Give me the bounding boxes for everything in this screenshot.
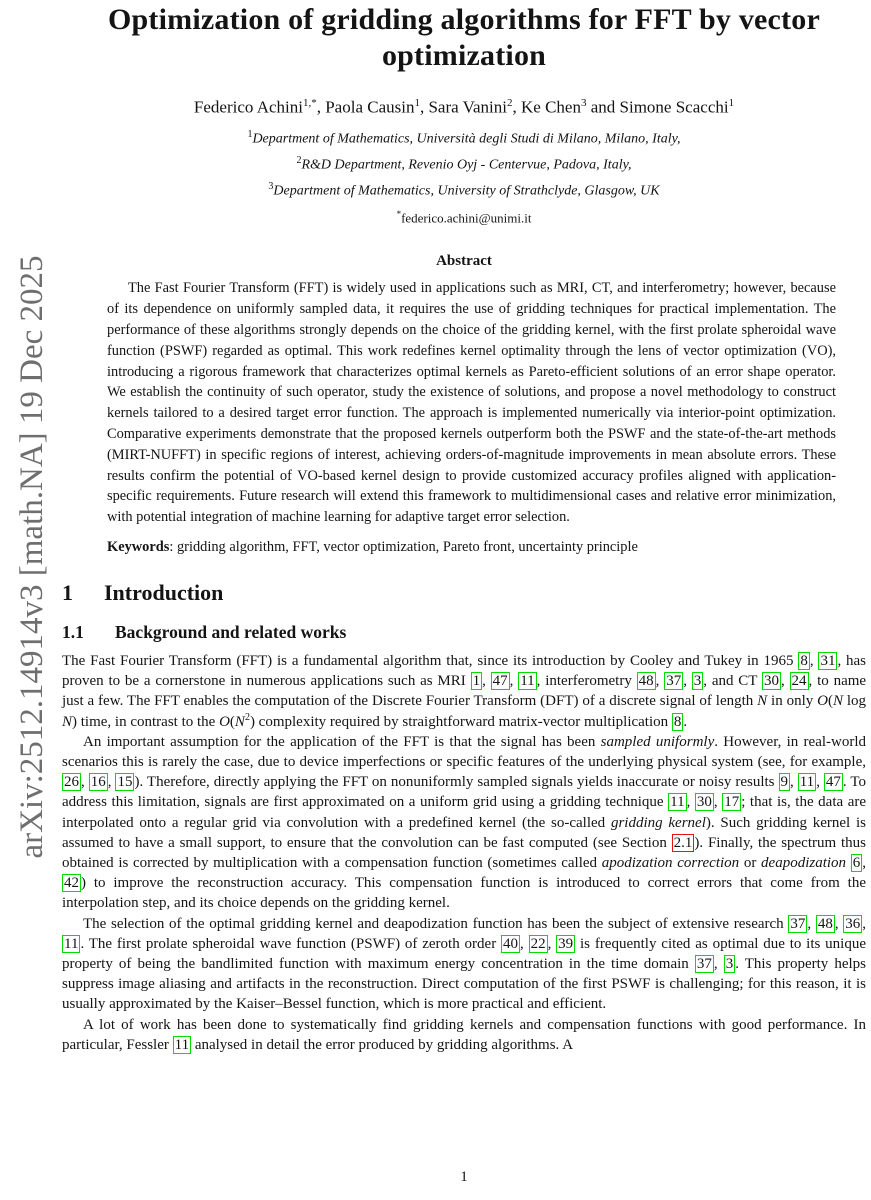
citation-link[interactable]: 11	[174, 1036, 190, 1053]
emphasis-text: deapodization	[761, 855, 847, 872]
citation-link[interactable]: 11	[799, 774, 815, 791]
citation-link[interactable]: 48	[638, 673, 654, 690]
citation-link[interactable]: 9	[780, 774, 788, 791]
citation-link[interactable]: 40	[503, 935, 519, 952]
paragraph: The Fast Fourier Transform (FFT) is a fundamental algorithm that, since its introduction by Cooley and Tukey in 1965 8 , 31 , has proven to be a cornerstone in numerous applications such as MRI 1 , 47 , 11 , interferometry 48 , 37 , 3 , and CT 30 , 24 , to name just a few. The FFT enables the computation of the Discrete Fourier Transform (DFT) of a discrete signal of length N in only O(N log N) time, in contrast to the $O(N^2)$ complexity required by straightforward matrix-vector multiplication 8 .	[62, 653, 867, 730]
citation-link[interactable]: 11	[64, 935, 79, 952]
citation-link[interactable]: 3	[693, 673, 702, 690]
author-affiliation-sup: 1,*	[302, 97, 317, 109]
emphasis-text: sampled uniformly	[600, 733, 715, 750]
citation-link[interactable]: 22	[530, 935, 546, 952]
citation-link[interactable]: 6	[852, 855, 861, 872]
citation-link[interactable]: 26	[64, 774, 79, 791]
affiliation-line: $^2$R&D Department, Revenio Oyj - Centervue, Padova, Italy,	[296, 154, 632, 173]
citation-link[interactable]: 1	[472, 673, 481, 690]
author-affiliation-sup: 3	[580, 97, 587, 109]
abstract-heading: Abstract	[436, 253, 492, 270]
section-heading-introduction	[62, 580, 866, 606]
author-name: Paola Causin	[325, 97, 415, 117]
author-name: Ke Chen	[521, 97, 581, 117]
author-affiliation-sup: 1	[414, 97, 420, 109]
keywords-list: : gridding algorithm, FFT, vector optimization, Pareto front, uncertainty principle	[169, 539, 638, 556]
citation-link[interactable]: 24	[791, 673, 807, 690]
citation-link[interactable]: 30	[696, 794, 712, 811]
citation-link[interactable]: 47	[825, 774, 841, 791]
paragraph: The selection of the optimal gridding kernel and deapodization function has been the subject of extensive research 37 , 48 , 36 , 11 . The first prolate spheroidal wave function (PSWF) of zeroth order 40 , 22 , 39 is frequently cited as optimal due to its unique property of being the bandlimited function with maximum energy concentration in the time domain 37 , 3 . This property helps suppress image aliasing and artifacts in the reconstruction. Direct computation of the first PSWF is challenging; for this reason, it is usually approximated by the Kaiser–Bessel function, which is more practical and efficient.	[62, 915, 867, 1013]
citation-link[interactable]: 36	[845, 915, 861, 932]
authors-line: Federico Achini$^{1,*}$, Paola Causin$^1$, Sara Vanini$^2$, Ke Chen$^3$ and Simone Scacchi$^1$	[193, 97, 735, 117]
section-title: Introduction	[104, 580, 224, 606]
citation-link[interactable]: 3	[725, 956, 734, 973]
math-symbol: N	[832, 693, 843, 710]
paper-title: Optimization of gridding algorithms for FFT by vector optimization	[108, 3, 820, 72]
contact-email: *federico.achini@unimi.it	[396, 209, 532, 226]
citation-link[interactable]: 15	[117, 774, 133, 791]
subsection-heading-background	[62, 622, 866, 643]
subsection-number: 1.1	[62, 622, 84, 643]
citation-link[interactable]: 37	[790, 915, 806, 932]
math-superscript: 2	[244, 711, 250, 723]
author-name: Simone Scacchi	[619, 97, 729, 117]
author-affiliation-sup: 1	[728, 97, 735, 109]
arxiv-watermark: arXiv:2512.14914v3 [math.NA] 19 Dec 2025	[14, 255, 50, 859]
affiliation-line: $^1$Department of Mathematics, Università degli Studi di Milano, Milano, Italy,	[247, 128, 681, 147]
body-text	[62, 651, 866, 1055]
citation-link[interactable]: 37	[696, 956, 712, 973]
math-symbol: O	[817, 693, 828, 710]
citation-link[interactable]: 30	[763, 673, 779, 690]
author-name: Sara Vanini	[428, 97, 508, 117]
citation-link[interactable]: 11	[670, 794, 685, 811]
citation-link[interactable]: 48	[817, 915, 833, 932]
affiliations-block	[62, 124, 866, 202]
citation-link[interactable]: 37	[666, 673, 682, 690]
citation-link[interactable]: 16	[90, 774, 106, 791]
math-symbol: N	[234, 713, 245, 730]
affiliation-line: $^3$Department of Mathematics, University of Strathclyde, Glasgow, UK	[268, 180, 660, 199]
keywords-line	[107, 538, 836, 556]
math-symbol: O	[219, 713, 230, 730]
math-symbol: N	[757, 693, 768, 710]
citation-link[interactable]: 11	[520, 673, 535, 690]
section-ref-link[interactable]: 2.1	[673, 834, 693, 851]
emphasis-text: apodization correction	[601, 855, 740, 872]
abstract-text: The Fast Fourier Transform (FFT) is widely used in applications such as MRI, CT, and interferometry; however, because of its dependence on uniformly sampled data, it requires the use of gridding techniques for practical implementation. The performance of these algorithms strongly depends on the choice of the gridding kernel, with the first prolate spheroidal wave function (PSWF) regarded as optimal. This work redefines kernel optimality through the lens of vector optimization (VO), introducing a rigorous framework that characterizes optimal kernels as Pareto-efficient solutions of an error shape operator. We establish the continuity of such operator, study the existence of solutions, and propose a novel methodology to construct kernels tailored to a desired target error function. The approach is implemented numerically via interior-point optimization. Comparative experiments demonstrate that the proposed kernels outperform both the PSWF and the state-of-the-art methods (MIRT-NUFFT) in specific regions of interest, achieving orders-of-magnitude improvements in mean absolute errors. These results confirm the potential of VO-based kernel design to provide customized accuracy profiles aligned with application-specific requirements. Future research will extend this framework to multidimensional cases and relative error minimization, with potential integration of machine learning for adaptive target error selection.	[107, 280, 836, 526]
citation-link[interactable]: 31	[820, 653, 836, 670]
math-symbol: N	[62, 713, 73, 730]
citation-link[interactable]: 8	[673, 713, 682, 730]
citation-link[interactable]: 17	[724, 794, 740, 811]
subsection-title: Background and related works	[115, 622, 347, 643]
citation-link[interactable]: 8	[800, 653, 808, 670]
citation-link[interactable]: 47	[492, 673, 508, 690]
paragraph: A lot of work has been done to systematically find gridding kernels and compensation functions with good performance. In particular, Fessler 11 analysed in detail the error produced by gridding algorithms. A	[62, 1016, 866, 1053]
emphasis-text: gridding kernel	[610, 814, 706, 831]
author-affiliation-sup: 2	[507, 97, 513, 109]
keywords-label: Keywords	[107, 539, 170, 556]
citation-link[interactable]: 42	[64, 875, 79, 892]
citation-link[interactable]: 39	[558, 935, 574, 952]
author-name: Federico Achini	[193, 97, 303, 117]
page-number: 1	[460, 1169, 468, 1185]
paragraph: An important assumption for the application of the FFT is that the signal has been sampled uniformly. However, in real-world scenarios this is rarely the case, due to device imperfections or specific features of the underlying physical system (see, for example, 26 , 16 , 15 ). Therefore, directly applying the FFT on nonuniformly sampled signals yields inaccurate or noisy results 9 , 11 , 47 . To address this limitation, signals are first approximated on a uniform grid using a gridding technique 11 , 30 , 17 ; that is, the data are interpolated onto a regular grid via convolution with a predefined kernel (the so-called gridding kernel). Such gridding kernel is assumed to have a small support, to ensure that the convolution can be fast computed (see Section 2.1 ). Finally, the spectrum thus obtained is corrected by multiplication with a compensation function (sometimes called apodization correction or deapodization 6 , 42 ) to improve the reconstruction accuracy. This compensation function is introduced to correct errors that come from the interpolation step, and its choice depends on the gridding kernel.	[62, 733, 867, 912]
section-number: 1	[62, 580, 73, 606]
